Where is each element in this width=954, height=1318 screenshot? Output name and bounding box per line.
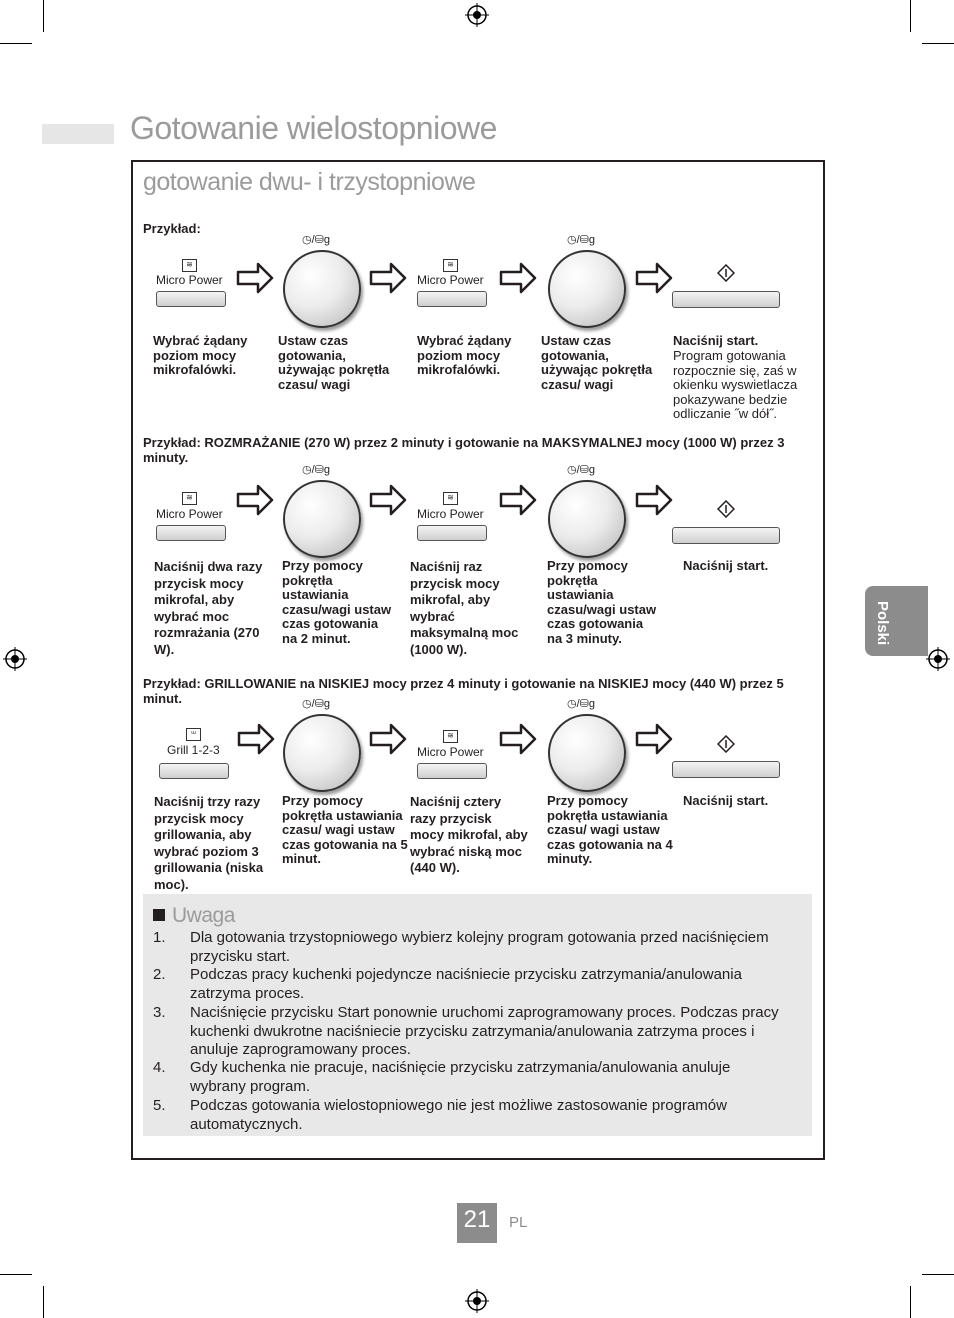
- crop-mark: [43, 0, 44, 32]
- grill-label: Grill 1-2-3: [167, 743, 220, 757]
- micro-power-button[interactable]: [417, 763, 487, 779]
- micro-power-label: Micro Power: [417, 507, 484, 521]
- start-button[interactable]: [672, 291, 780, 308]
- arrow-right-icon: [635, 723, 673, 755]
- step-text: Ustaw czas gotowania, używając pokrętła czasu/ wagi: [278, 333, 390, 392]
- time-weight-icon: ◷/⛁g: [302, 234, 330, 246]
- step-text: Naciśnij trzy razy przycisk mocy grillowania, aby wybrać poziom 3 grillowania (niska moc).: [154, 794, 264, 892]
- start-icon: [717, 500, 735, 518]
- arrow-right-icon: [369, 262, 407, 294]
- note-number: 2.: [153, 966, 166, 983]
- arrow-right-icon: [236, 484, 274, 516]
- grill-button[interactable]: [159, 763, 229, 779]
- start-button[interactable]: [672, 527, 780, 544]
- time-weight-icon: ◷/⛁g: [567, 234, 595, 246]
- step-text: Wybrać żądany poziom mocy mikrofalówki.: [153, 333, 248, 377]
- micro-power-label: Micro Power: [156, 273, 223, 287]
- note-number: 5.: [153, 1097, 166, 1114]
- crop-mark: [0, 43, 32, 44]
- time-weight-dial[interactable]: [548, 250, 626, 328]
- time-weight-dial[interactable]: [283, 250, 361, 328]
- example-1-label: Przykład:: [143, 221, 201, 236]
- section-title: gotowanie dwu- i trzystopniowe: [143, 168, 476, 196]
- title-accent-bar: [42, 124, 114, 144]
- step-text: Naciśnij start.: [683, 793, 769, 808]
- step-text: Przy pomocy pokrętła ustawiania czasu/wagi ustaw czas gotowania na 3 minuty.: [547, 558, 657, 646]
- page-number: 21: [463, 1206, 491, 1233]
- square-bullet-icon: [153, 909, 165, 921]
- microwave-icon: ≋: [182, 259, 197, 272]
- note-number: 1.: [153, 929, 166, 946]
- example-3-label: Przykład: GRILLOWANIE na NISKIEJ mocy przez 4 minuty i gotowanie na NISKIEJ mocy (440 W) przez 5 minut.: [143, 676, 784, 706]
- start-icon: [717, 735, 735, 753]
- step-text: Naciśnij start.: [673, 333, 759, 348]
- micro-power-button[interactable]: [156, 525, 226, 541]
- crop-mark: [910, 1286, 911, 1318]
- language-tab-label: Polski: [874, 601, 891, 646]
- micro-power-button[interactable]: [156, 291, 226, 307]
- time-weight-dial[interactable]: [283, 714, 361, 792]
- time-weight-icon: ◷/⛁g: [567, 464, 595, 476]
- note-item: Dla gotowania trzystopniowego wybierz kolejny program gotowania przed naciśnięciem przycisku start.: [190, 929, 769, 965]
- step-detail: Program gotowania rozpocznie się, zaś w okienku wyswietlacza pokazywane bedzie odliczanie ˝w dół˝.: [673, 348, 798, 421]
- time-weight-dial[interactable]: [283, 480, 361, 558]
- grill-icon: ᵚ: [186, 728, 201, 741]
- step-text: Naciśnij raz przycisk mocy mikrofal, aby wybrać maksymalną moc (1000 W).: [410, 559, 519, 657]
- arrow-right-icon: [635, 262, 673, 294]
- micro-power-label: Micro Power: [417, 745, 484, 759]
- crop-mark: [922, 1274, 954, 1275]
- crop-mark: [922, 43, 954, 44]
- step-text: Przy pomocy pokrętła ustawiania czasu/wagi ustaw czas gotowania na 2 minut.: [282, 558, 392, 646]
- time-weight-dial[interactable]: [548, 714, 626, 792]
- step-text: Naciśnij cztery razy przycisk mocy mikrofal, aby wybrać niską moc (440 W).: [410, 794, 528, 875]
- note-item: Gdy kuchenka nie pracuje, naciśnięcie przycisku zatrzymania/anulowania anuluje wybrany program.: [190, 1059, 731, 1095]
- arrow-right-icon: [236, 262, 274, 294]
- note-item: Podczas gotowania wielostopniowego nie jest możliwe zastosowanie programów automatycznych.: [190, 1097, 727, 1133]
- microwave-icon: ≋: [443, 259, 458, 272]
- arrow-right-icon: [369, 723, 407, 755]
- micro-power-button[interactable]: [417, 291, 487, 307]
- arrow-right-icon: [499, 262, 537, 294]
- registration-mark-icon: [465, 3, 489, 27]
- note-heading: [153, 904, 235, 928]
- arrow-right-icon: [499, 723, 537, 755]
- micro-power-label: Micro Power: [156, 507, 223, 521]
- microwave-icon: ≋: [443, 492, 458, 505]
- crop-mark: [0, 1274, 32, 1275]
- time-weight-icon: ◷/⛁g: [302, 698, 330, 710]
- start-button[interactable]: [672, 761, 780, 778]
- crop-mark: [43, 1286, 44, 1318]
- crop-mark: [910, 0, 911, 32]
- arrow-right-icon: [237, 723, 275, 755]
- microwave-icon: ≋: [443, 730, 458, 743]
- step-text: Wybrać żądany poziom mocy mikrofalówki.: [417, 333, 512, 377]
- time-weight-dial[interactable]: [548, 480, 626, 558]
- registration-mark-icon: [3, 647, 27, 671]
- micro-power-label: Micro Power: [417, 273, 484, 287]
- note-heading-text: Uwaga: [172, 904, 235, 927]
- step-text: Naciśnij start.: [683, 558, 769, 573]
- note-item: Naciśnięcie przycisku Start ponownie uruchomi zaprogramowany proces. Podczas pracy kuchenki dwukrotne naciśniecie przycisku zatrzymania/anulowania zatrzyma proces i anuluje zaprogramowany proces.: [190, 1004, 779, 1058]
- note-number: 3.: [153, 1004, 166, 1021]
- page-language: PL: [509, 1214, 528, 1231]
- step-text: Przy pomocy pokrętła ustawiania czasu/ wagi ustaw czas gotowania na 4 minuty.: [547, 793, 673, 866]
- micro-power-button[interactable]: [417, 525, 487, 541]
- microwave-icon: ≋: [182, 492, 197, 505]
- example-2-label: Przykład: ROZMRAŻANIE (270 W) przez 2 minuty i gotowanie na MAKSYMALNEJ mocy (1000 W) przez 3 minuty.: [143, 435, 785, 465]
- page-title: Gotowanie wielostopniowe: [130, 110, 497, 146]
- arrow-right-icon: [635, 484, 673, 516]
- note-number: 4.: [153, 1059, 166, 1076]
- arrow-right-icon: [369, 484, 407, 516]
- start-icon: [717, 264, 735, 282]
- time-weight-icon: ◷/⛁g: [302, 464, 330, 476]
- registration-mark-icon: [465, 1289, 489, 1313]
- arrow-right-icon: [499, 484, 537, 516]
- note-item: Podczas pracy kuchenki pojedyncze naciśniecie przycisku zatrzymania/anulowania zatrzyma proces.: [190, 966, 742, 1002]
- step-text: Naciśnij dwa razy przycisk mocy mikrofal, aby wybrać moc rozmrażania (270 W).: [154, 559, 263, 657]
- step-text: Ustaw czas gotowania, używając pokrętła czasu/ wagi: [541, 333, 653, 392]
- time-weight-icon: ◷/⛁g: [567, 698, 595, 710]
- step-text: Przy pomocy pokrętła ustawiania czasu/ wagi ustaw czas gotowania na 5 minut.: [282, 793, 408, 866]
- registration-mark-icon: [926, 647, 950, 671]
